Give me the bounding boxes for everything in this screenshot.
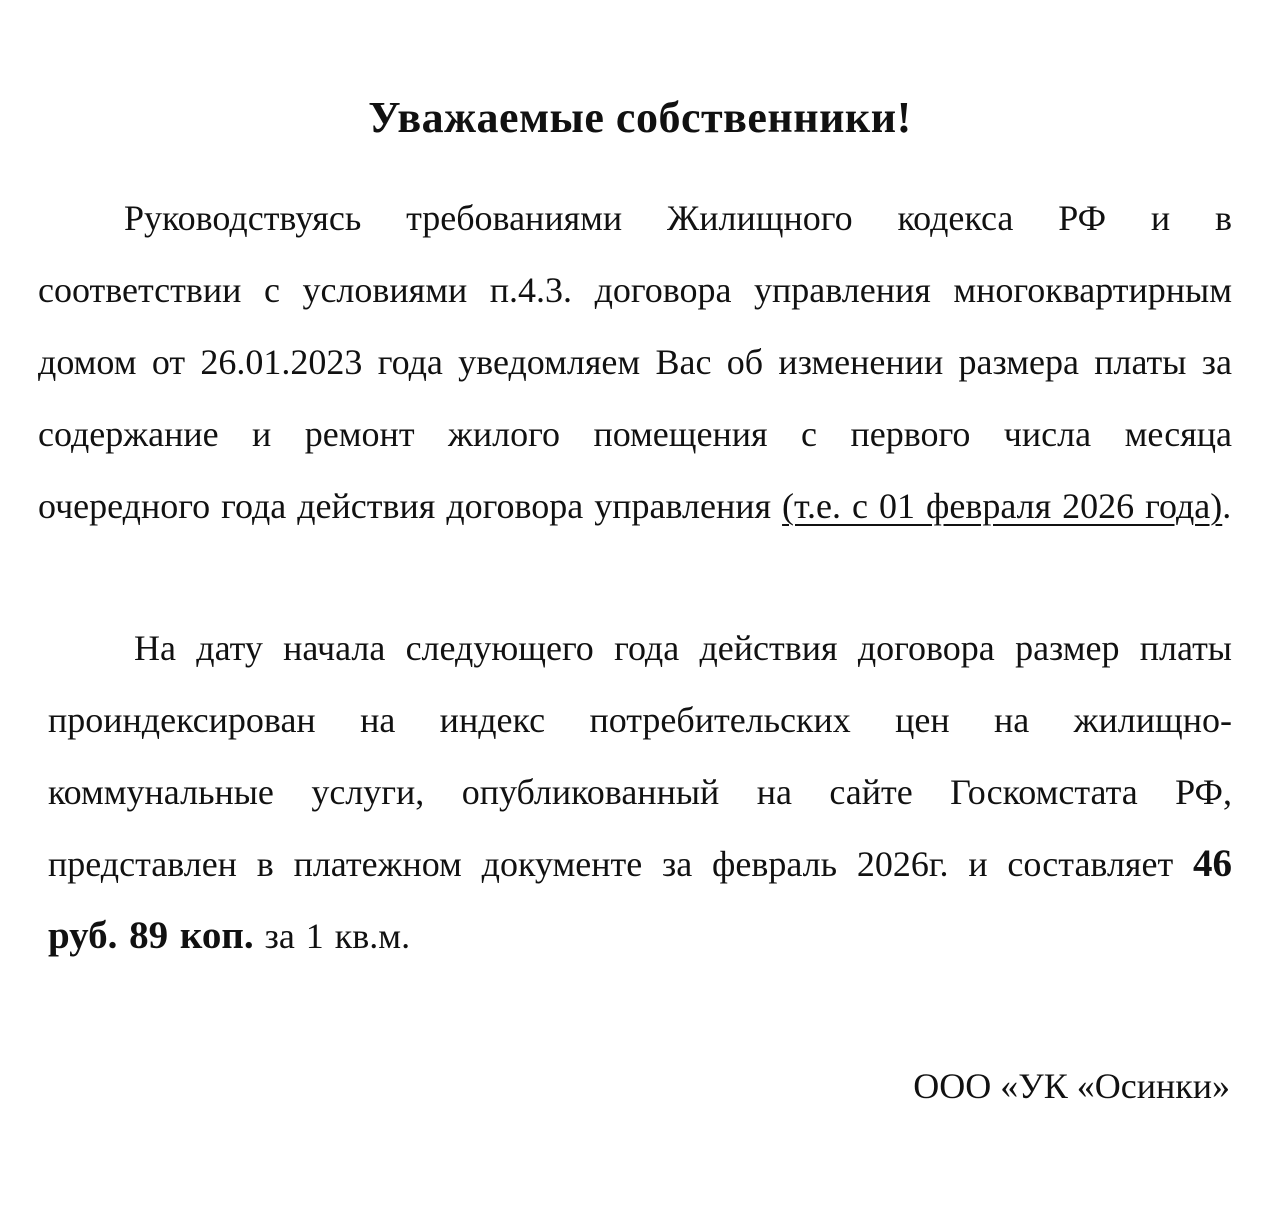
paragraph-1-text: Руководствуясь требованиями Жилищного кодекса РФ и в соответствии с условиями п.4.3. договора управления многоквартирным домом от 26.01.2023 года уведомляем Вас об изменении размера платы за содержание и ремонт жилого помещения с первого числа месяца очередного года действия договора управления <box>38 198 1232 526</box>
notice-paragraph-2 <box>48 612 1232 972</box>
paragraph-2-text: На дату начала следующего года действия договора размер платы проиндексирован на индекс потребительских цен на жилищно-коммунальные услуги, опубликованный на сайте Госкомстата РФ, представлен в платежном документе за февраль 2026г. и составляет <box>48 628 1232 884</box>
paragraph-1-end: . <box>1222 486 1232 526</box>
notice-paragraph-1 <box>38 182 1232 542</box>
notice-title: Уважаемые собственники! <box>368 93 912 142</box>
signature: ООО «УК «Осинки» <box>913 1066 1230 1106</box>
effective-date-underlined: (т.е. с 01 февраля 2026 года) <box>782 486 1223 526</box>
price-value: 46 руб. 89 коп. <box>48 842 1232 957</box>
paragraph-2-end: за 1 кв.м. <box>253 916 411 956</box>
